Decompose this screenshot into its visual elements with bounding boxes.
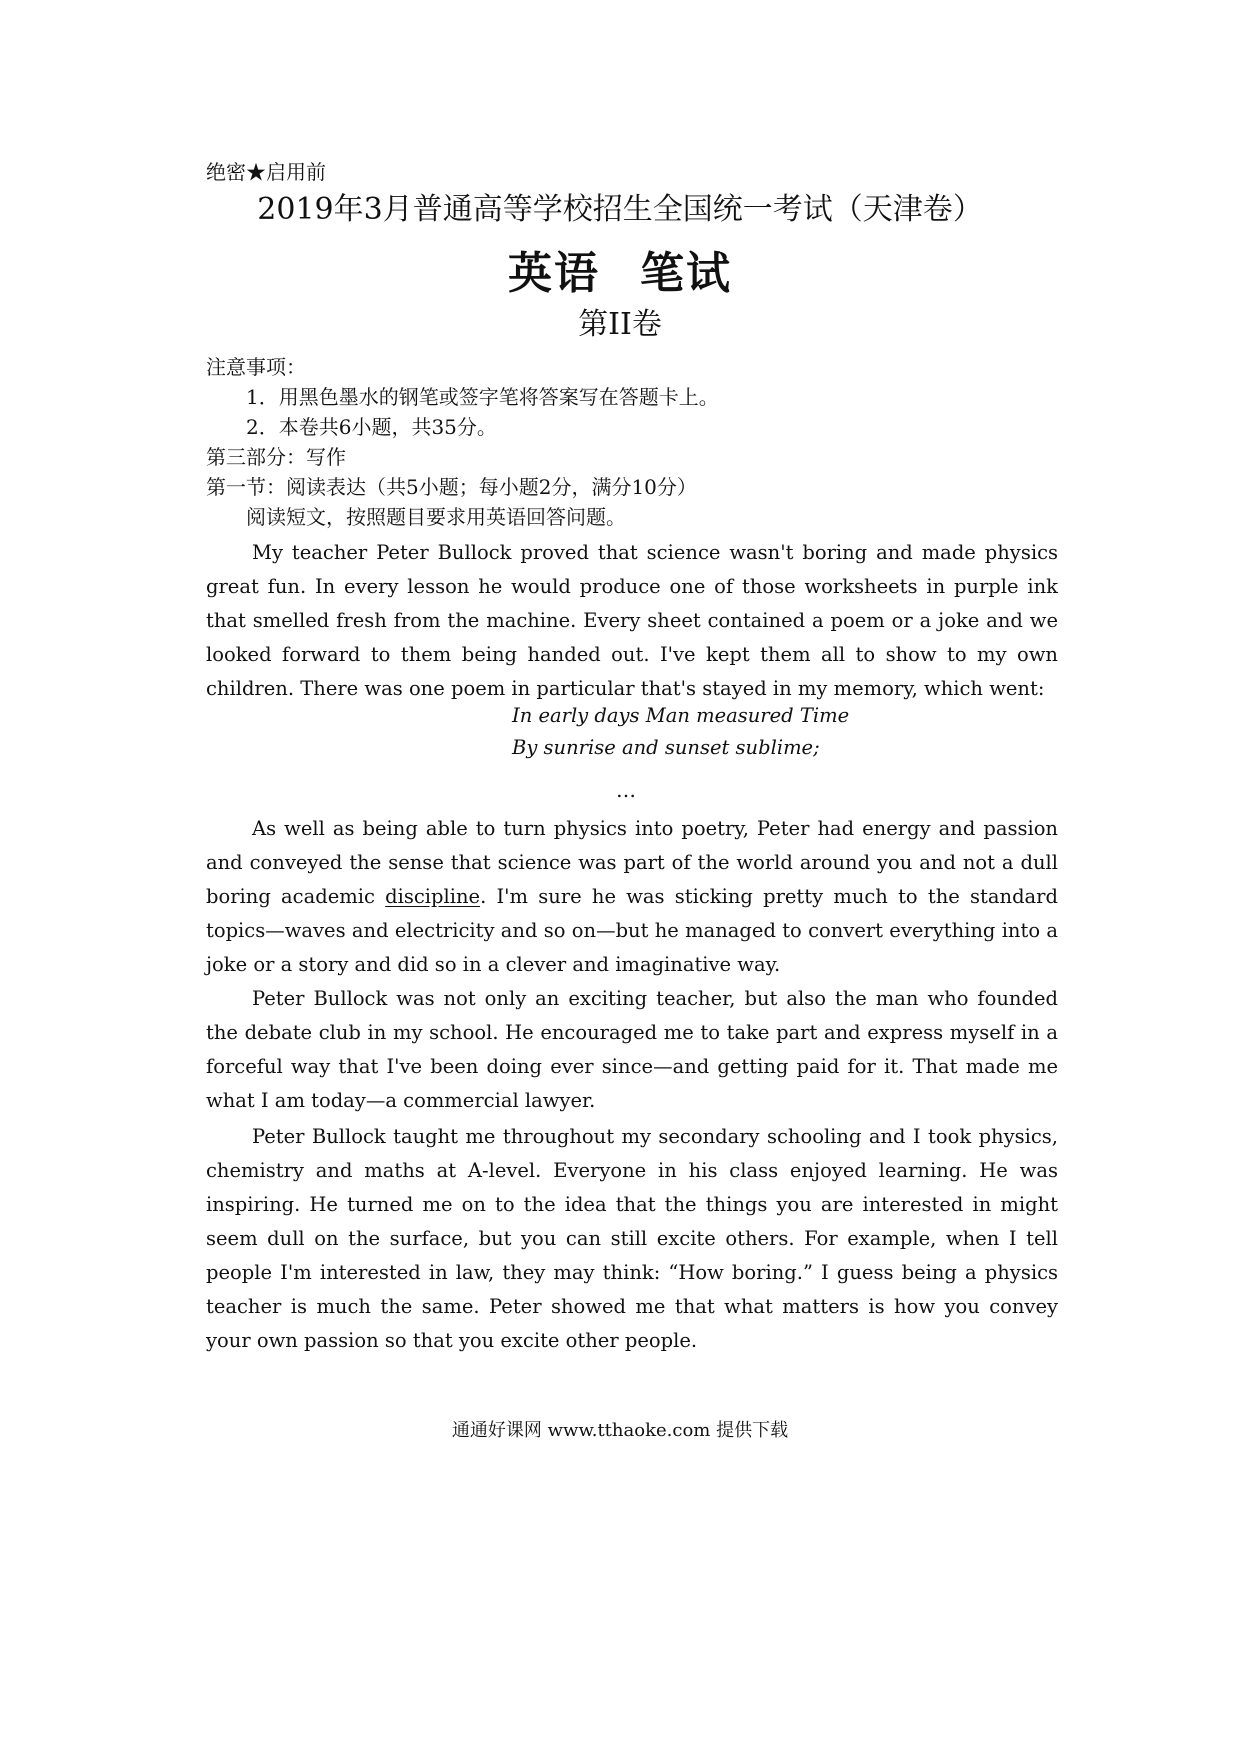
paragraph-2-before: As well as being able to turn physics into poetry, Peter had energy and passion and conveyed the sense that science was part of the world around you and not a dull boring academic <box>206 817 1058 908</box>
underlined-word-discipline: discipline <box>385 885 481 908</box>
paragraph-4-text: Peter Bullock taught me throughout my secondary schooling and I took physics, chemistry and maths at A-level. Everyone in his class enjoyed learning. He was inspiring. He turned me on to the idea that the things you are interested in might seem dull on the surface, but you can still excite others. For example, when I tell people I'm interested in law, they may think: “How boring.” I guess being a physics teacher is much the same. Peter showed me that what matters is how you convey your own passion so that you excite other people. <box>206 1125 1058 1352</box>
subject-title <box>0 246 1240 302</box>
paragraph-1-text: My teacher Peter Bullock proved that science wasn't boring and made physics great fun. In every lesson he would produce one of those worksheets in purple ink that smelled fresh from the machine. Every sheet contained a poem or a joke and we looked forward to them being handed out. I've kept them all to show to my own children. There was one poem in particular that's stayed in my memory, which went: <box>206 541 1058 700</box>
passage-paragraph-3 <box>206 982 1058 1118</box>
section-part: 第三部分：写作 <box>206 445 346 469</box>
notes-heading: 注意事项： <box>206 355 306 379</box>
poem-line-1: In early days Man measured Time <box>512 704 850 727</box>
section-instruction: 阅读短文，按照题目要求用英语回答问题。 <box>246 505 626 529</box>
paragraph-2-text <box>206 812 1058 982</box>
passage-paragraph-1 <box>206 536 1058 706</box>
paragraph-3-text: Peter Bullock was not only an exciting teacher, but also the man who founded the debate club in my school. He encouraged me to take part and express myself in a forceful way that I've been doing ever since—and getting paid for it. That made me what I am today—a commercial lawyer. <box>206 987 1058 1112</box>
poem-ellipsis: … <box>616 778 636 802</box>
note-item-1: 1．用黑色墨水的钢笔或签字笔将答案写在答题卡上。 <box>246 385 719 409</box>
footer-download-note: 通通好课网 www.tthaoke.com 提供下载 <box>451 1420 789 1441</box>
section-sub: 第一节：阅读表达（共5小题；每小题2分，满分10分） <box>206 475 697 499</box>
note-item-2: 2．本卷共6小题，共35分。 <box>246 415 497 439</box>
subject-english: 英语 <box>508 248 600 299</box>
poem-line-2: By sunrise and sunset sublime; <box>512 736 820 759</box>
subject-written: 笔试 <box>640 248 732 299</box>
passage-paragraph-4 <box>206 1120 1058 1358</box>
confidential-label: 绝密★启用前 <box>206 160 326 184</box>
exam-title: 2019年3月普通高等学校招生全国统一考试（天津卷） <box>257 192 983 227</box>
paragraph-2-after: . I'm sure he was sticking pretty much to the standard topics—waves and electricity and so on—but he managed to convert everything into a joke or a story and did so in a clever and imaginative way. <box>206 885 1058 976</box>
volume-label: 第II卷 <box>578 307 662 342</box>
passage-paragraph-2 <box>206 812 1058 982</box>
